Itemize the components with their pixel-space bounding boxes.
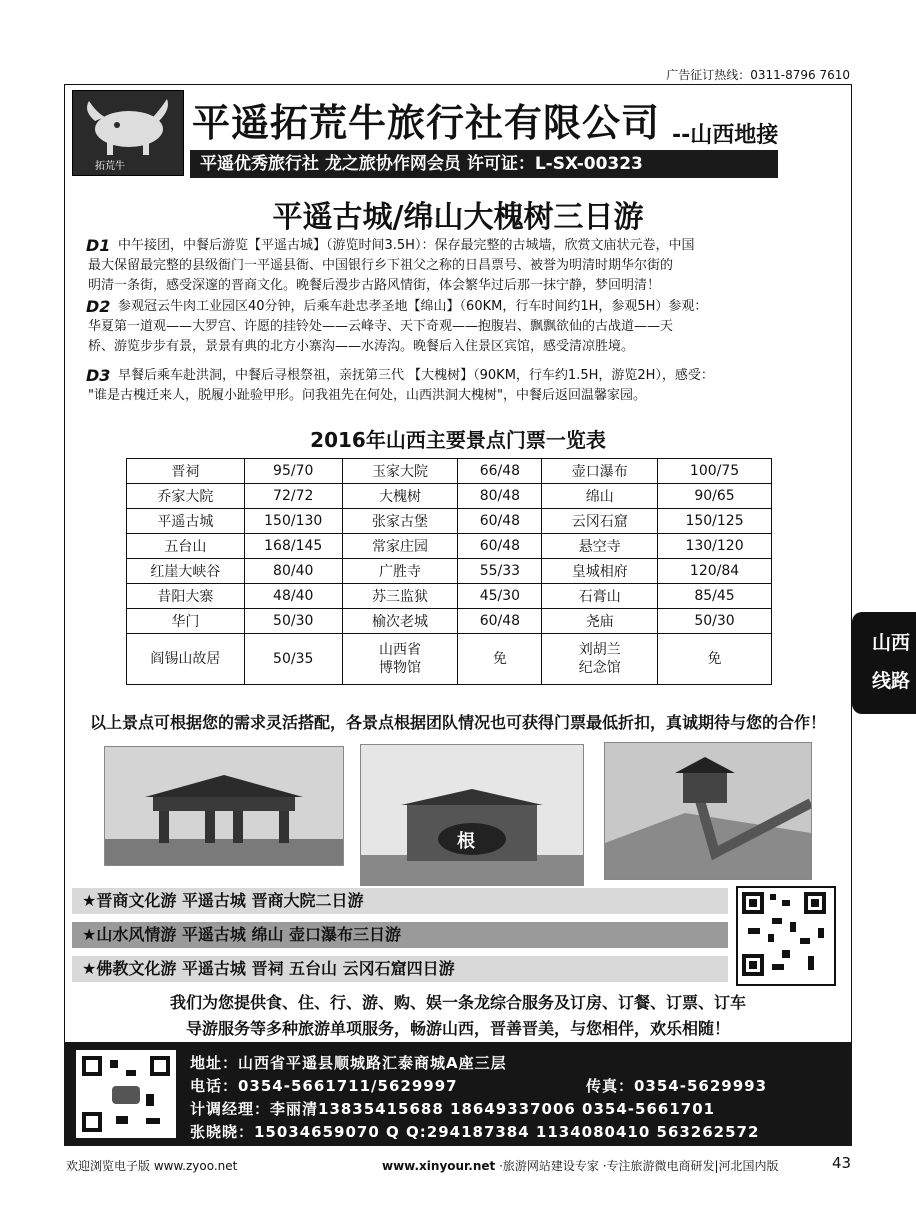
site-name: 云冈石窟 xyxy=(542,509,658,534)
site-price: 150/125 xyxy=(658,509,772,534)
logo-caption: 拓荒牛 xyxy=(95,161,125,172)
ad-hotline: 广告征订热线：0311-8796 7610 xyxy=(666,68,850,82)
qr-code-icon[interactable] xyxy=(736,886,836,986)
site-name-line: 博物馆 xyxy=(379,660,422,676)
site-name: 晋祠 xyxy=(127,459,245,484)
table-row xyxy=(127,534,772,559)
tour-title: 平遥古城/绵山大槐树三日游 xyxy=(272,200,644,235)
day3-line: "谁是古槐迁来人，脱履小趾验甲形。问我祖先在何处，山西洪洞大槐树"，中餐后返回温馨家园。 xyxy=(88,388,646,403)
site-price: 45/30 xyxy=(458,584,542,609)
day-tag-d1: D1 xyxy=(86,236,111,255)
table-row xyxy=(127,459,772,484)
site-price: 55/33 xyxy=(458,559,542,584)
table-row xyxy=(127,584,772,609)
site-price: 72/72 xyxy=(244,484,342,509)
site-price: 免 xyxy=(658,634,772,685)
route-banner-jinshang[interactable]: ★晋商文化游 平遥古城 晋商大院二日游 xyxy=(72,888,728,914)
site-name-line: 山西省 xyxy=(379,642,422,658)
day1-line: 最大保留最完整的县级衙门一平遥县衙、中国银行乡下祖父之称的日昌票号、被誉为明清时期华尔街的 xyxy=(88,258,674,273)
table-row xyxy=(127,509,772,534)
site-name: 榆次老城 xyxy=(342,609,458,634)
contact-address: 地址：山西省平遥县顺城路汇泰商城A座三层 xyxy=(190,1054,507,1072)
site-price: 100/75 xyxy=(658,459,772,484)
day2-line: 参观冠云牛肉工业园区40分钟，后乘车赴忠孝圣地【绵山】（60KM，行车时间约1H，参观5H）参观： xyxy=(118,299,708,314)
site-name: 悬空寺 xyxy=(542,534,658,559)
site-price: 95/70 xyxy=(244,459,342,484)
closing-line: 我们为您提供食、住、行、游、购、娱一条龙综合服务及订房、订餐、订票、订车 xyxy=(169,993,746,1012)
site-price: 80/40 xyxy=(244,559,342,584)
site-price: 60/48 xyxy=(458,609,542,634)
site-name: 张家古堡 xyxy=(342,509,458,534)
day2-line: 华夏第一道观——大罗宫、许愿的挂铃处——云峰寺、天下奇观——抱腹岩、飘飘欲仙的古战道——天 xyxy=(88,319,674,334)
table-row xyxy=(127,634,772,685)
site-price: 48/40 xyxy=(244,584,342,609)
site-name: 壶口瀑布 xyxy=(542,459,658,484)
page-number: 43 xyxy=(832,1154,852,1172)
contact-phone: 电话：0354-5661711/5629997 xyxy=(190,1077,458,1095)
site-name: 石膏山 xyxy=(542,584,658,609)
table-row xyxy=(127,559,772,584)
site-price: 60/48 xyxy=(458,509,542,534)
site-name-line: 纪念馆 xyxy=(578,660,621,676)
ticket-note: 以上景点可根据您的需求灵活搭配，各景点根据团队情况也可获得门票最低折扣，真诚期待与您的合作！ xyxy=(89,713,826,732)
closing-line: 导游服务等多种旅游单项服务，畅游山西，晋善晋美，与您相伴，欢乐相随！ xyxy=(185,1019,730,1038)
wechat-qr-icon[interactable] xyxy=(76,1050,176,1138)
site-name: 华门 xyxy=(127,609,245,634)
site-name: 常家庄园 xyxy=(342,534,458,559)
site-price: 60/48 xyxy=(458,534,542,559)
site-price: 90/65 xyxy=(658,484,772,509)
photo-ancestor-gate xyxy=(360,744,584,886)
day-tag-d3: D3 xyxy=(86,366,111,385)
side-tab-line: 线路 xyxy=(872,670,911,692)
site-price: 150/130 xyxy=(244,509,342,534)
day-tag-d2: D2 xyxy=(86,297,111,316)
site-name: 皇城相府 xyxy=(542,559,658,584)
footer-site-link[interactable]: www.xinyour.net xyxy=(382,1159,496,1173)
license-bar: 平遥优秀旅行社 龙之旅协作网会员 许可证：L-SX-00323 xyxy=(190,150,778,178)
site-price: 85/45 xyxy=(658,584,772,609)
site-price: 66/48 xyxy=(458,459,542,484)
company-name: 平遥拓荒牛旅行社有限公司 xyxy=(192,101,661,145)
site-price: 免 xyxy=(458,634,542,685)
site-price: 80/48 xyxy=(458,484,542,509)
side-tab-line: 山西 xyxy=(872,632,911,654)
site-name: 大槐树 xyxy=(342,484,458,509)
route-banner-landscape[interactable]: ★山水风情游 平遥古城 绵山 壶口瀑布三日游 xyxy=(72,922,728,948)
footer-slogan: ·旅游网站建设专家 ·专注旅游微电商研发|河北国内版 xyxy=(495,1159,779,1173)
contact-fax: 传真：0354-5629993 xyxy=(586,1077,768,1095)
ticket-table-title: 2016年山西主要景点门票一览表 xyxy=(310,428,606,452)
route-banner-buddhist[interactable]: ★佛教文化游 平遥古城 晋祠 五台山 云冈石窟四日游 xyxy=(72,956,728,982)
day3-line: 早餐后乘车赴洪洞，中餐后寻根祭祖，亲抚第三代 【大槐树】（90KM，行车约1.5H，游览2H），感受： xyxy=(118,368,714,383)
photo-fortress-walls xyxy=(604,742,812,880)
site-name: 苏三监狱 xyxy=(342,584,458,609)
contact-manager: 计调经理：李丽清13835415688 18649337006 0354-5661701 xyxy=(190,1100,716,1118)
site-price: 50/35 xyxy=(244,634,342,685)
site-name: 广胜寺 xyxy=(342,559,458,584)
site-name: 昔阳大寨 xyxy=(127,584,245,609)
day1-line: 中午接团，中餐后游览【平遥古城】（游览时间3.5H）：保存最完整的古城墙，欣赏文庙状元卷，中国 xyxy=(118,238,695,253)
table-row xyxy=(127,609,772,634)
site-name xyxy=(542,634,658,685)
site-price: 168/145 xyxy=(244,534,342,559)
day1-line: 明清一条街，感受深邃的晋商文化。晚餐后漫步古路风情街，体会繁华过后那一抹宁静，梦回明清！ xyxy=(88,278,661,293)
site-price: 50/30 xyxy=(244,609,342,634)
bull-icon xyxy=(73,91,183,161)
site-name: 红崖大峡谷 xyxy=(127,559,245,584)
gate-sign-text: 根 xyxy=(457,831,475,852)
site-name xyxy=(342,634,458,685)
company-suffix: --山西地接 xyxy=(672,123,779,148)
table-row xyxy=(127,484,772,509)
site-name: 乔家大院 xyxy=(127,484,245,509)
footer-right xyxy=(382,1157,779,1174)
day2-line: 桥、游览步步有景，景景有典的北方小寨沟——水涛沟。晚餐后入住景区宾馆，感受清凉胜境。 xyxy=(88,339,635,354)
contact-zhang: 张晓晓：15034659070 Q Q:294187384 1134080410 563262572 xyxy=(190,1123,760,1141)
side-tab-shanxi-routes[interactable] xyxy=(852,612,916,714)
site-price: 50/30 xyxy=(658,609,772,634)
ticket-price-table xyxy=(126,458,772,685)
site-name: 阎锡山故居 xyxy=(127,634,245,685)
site-price: 120/84 xyxy=(658,559,772,584)
footer-left: 欢迎浏览电子版 www.zyoo.net xyxy=(66,1159,238,1173)
site-name: 玉家大院 xyxy=(342,459,458,484)
site-name: 五台山 xyxy=(127,534,245,559)
site-name: 平遥古城 xyxy=(127,509,245,534)
site-name: 绵山 xyxy=(542,484,658,509)
photo-memorial-archway xyxy=(104,746,344,866)
site-name-line: 刘胡兰 xyxy=(578,642,621,658)
company-logo xyxy=(72,90,184,176)
site-price: 130/120 xyxy=(658,534,772,559)
contact-bar xyxy=(64,1042,852,1146)
site-name: 尧庙 xyxy=(542,609,658,634)
